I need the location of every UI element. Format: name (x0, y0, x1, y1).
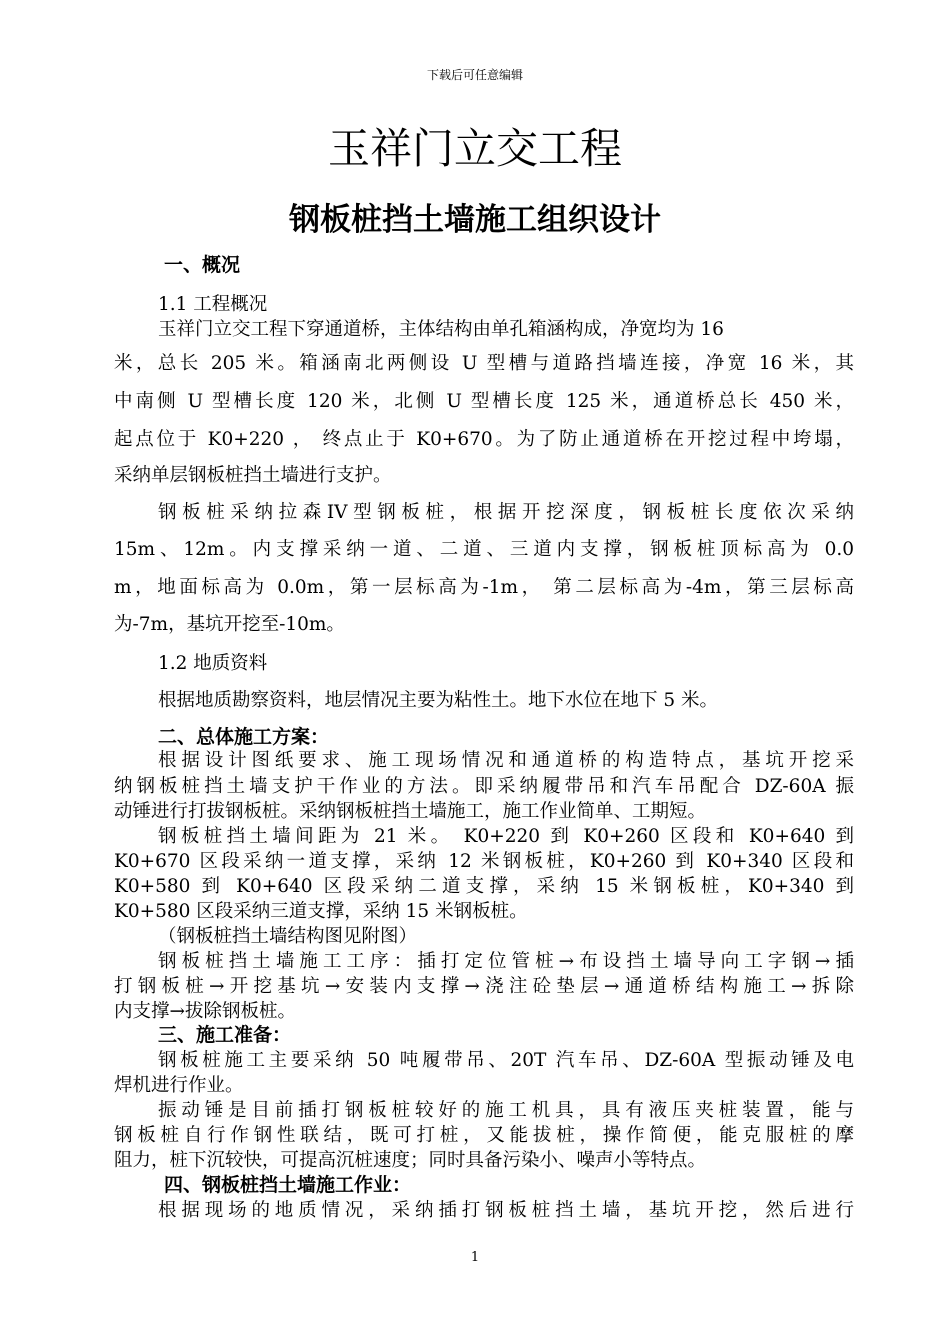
paragraph-line: 焊机进行作业。 (114, 1075, 244, 1096)
paragraph-line: 根据现场的地质情况，采纳插打钢板桩挡土墙，基坑开挖，然后进行 (158, 1200, 854, 1221)
document-title: 玉祥门立交工程 (327, 124, 622, 173)
paragraph-line: 钢板桩采纳拉森IV型钢板桩，根据开挖深度，钢板桩长度依次采纳 (158, 502, 854, 523)
paragraph-line: K0+580 到 K0+640 区段采纳二道支撑，采纳 15 米钢板桩，K0+340 到 (114, 876, 854, 897)
paragraph-line: 钢板桩挡土墙施工工序：插打定位管桩→布设挡土墙导向工字钢→插 (158, 951, 854, 972)
paragraph-line: 中南侧 U 型槽长度 120 米，北侧 U 型槽长度 125 米，通道桥总长 450 米， (114, 391, 854, 412)
paragraph-line: 为-7m，基坑开挖至-10m。 (114, 614, 345, 635)
subsection-1-2-heading: 1.2 地质资料 (158, 653, 268, 674)
section-1-heading: 一、概况 (164, 254, 241, 276)
paragraph-line: （钢板桩挡土墙结构图见附图） (158, 926, 418, 947)
section-3-heading: 三、施工准备： (158, 1024, 292, 1046)
paragraph-line: 玉祥门立交工程下穿通道桥，主体结构由单孔箱涵构成，净宽均为 16 (158, 319, 724, 340)
paragraph-line: 打钢板桩→开挖基坑→安装内支撑→浇注砼垫层→通道桥结构施工→拆除 (114, 976, 854, 997)
paragraph-line: 根据设计图纸要求、施工现场情况和通道桥的构造特点，基坑开挖采 (158, 750, 854, 771)
paragraph-line: 振动锤是目前插打钢板桩较好的施工机具，具有液压夹桩装置，能与 (158, 1100, 854, 1121)
page-header-note: 下载后可任意编辑 (426, 68, 523, 82)
document-subtitle: 钢板桩挡土墙施工组织设计 (289, 202, 661, 238)
paragraph-line: 米，总长 205 米。箱涵南北两侧设 U 型槽与道路挡墙连接，净宽 16 米，其 (114, 353, 854, 374)
paragraph-line: 根据地质勘察资料，地层情况主要为粘性土。地下水位在地下 5 米。 (158, 690, 719, 711)
paragraph-line: K0+670 区段采纳一道支撑，采纳 12 米钢板桩，K0+260 到 K0+340 区段和 (114, 851, 854, 872)
paragraph-line: 15m、12m。内支撑采纳一道、二道、三道内支撑，钢板桩顶标高为 0.0 (114, 539, 854, 560)
paragraph-line: m，地面标高为 0.0m，第一层标高为-1m， 第二层标高为-4m，第三层标高 (114, 577, 854, 598)
paragraph-line: 采纳单层钢板桩挡土墙进行支护。 (114, 465, 392, 486)
section-4-heading: 四、钢板桩挡土墙施工作业： (164, 1174, 412, 1196)
paragraph-line: 起点位于 K0+220 ， 终点止于 K0+670。为了防止通道桥在开挖过程中垮塌， (114, 429, 854, 450)
paragraph-line: 动锤进行打拔钢板桩。采纳钢板桩挡土墙施工，施工作业简单、工期短。 (114, 801, 707, 822)
section-2-heading: 二、总体施工方案： (158, 726, 330, 748)
paragraph-line: 钢板桩施工主要采纳 50 吨履带吊、20T 汽车吊、DZ-60A 型振动锤及电 (158, 1050, 854, 1071)
page-number: 1 (470, 1250, 480, 1265)
paragraph-line: 钢板桩挡土墙间距为 21 米。 K0+220 到 K0+260 区段和 K0+640 到 (158, 826, 854, 847)
paragraph-line: 钢板桩自行作钢性联结，既可打桩，又能拔桩，操作简便，能克服桩的摩 (114, 1125, 854, 1146)
subsection-1-1-heading: 1.1 工程概况 (158, 294, 268, 315)
paragraph-line: 内支撑→拔除钢板桩。 (114, 1001, 297, 1022)
paragraph-line: 纳钢板桩挡土墙支护干作业的方法。即采纳履带吊和汽车吊配合 DZ-60A 振 (114, 776, 854, 797)
paragraph-line: K0+580 区段采纳三道支撑，采纳 15 米钢板桩。 (114, 901, 528, 922)
paragraph-line: 阻力，桩下沉较快，可提高沉桩速度；同时具备污染小、噪声小等特点。 (114, 1150, 707, 1171)
